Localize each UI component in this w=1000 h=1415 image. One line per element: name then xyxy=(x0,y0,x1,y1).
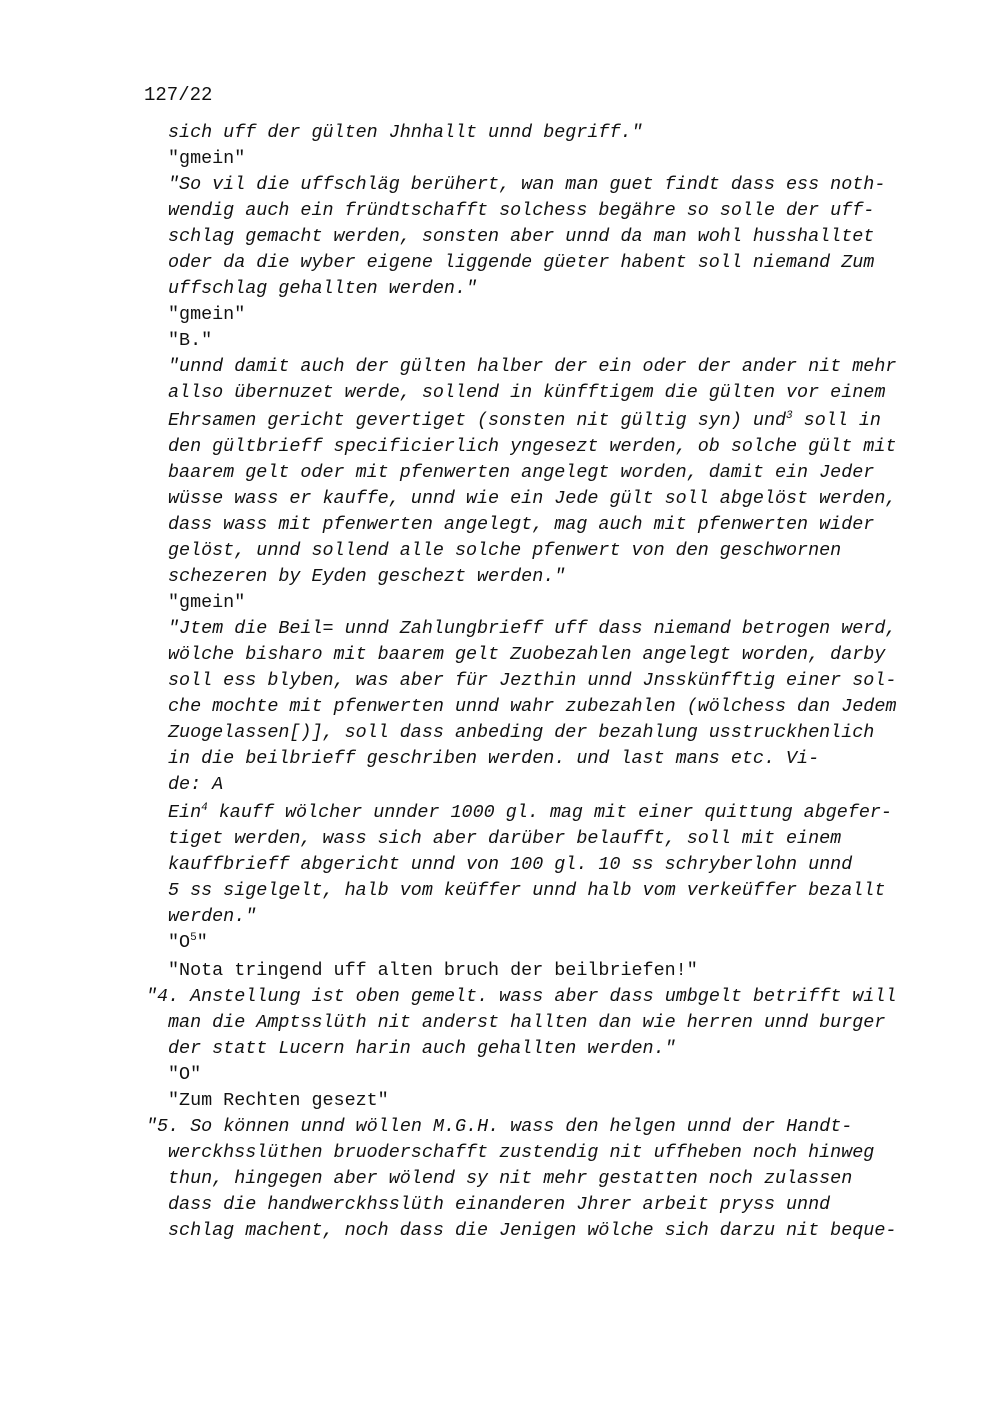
page-number: 127/22 xyxy=(144,84,213,106)
text-line: wendig auch ein fründtschafft solchess begähre so solle der uff- xyxy=(168,200,875,221)
text-line: tiget werden, wass sich aber darüber belaufft, soll mit einem xyxy=(168,828,842,849)
text-line: man die Amptsslüth nit anderst hallten dan wie herren unnd burger xyxy=(168,1012,886,1033)
text-line: werckhsslüthen bruoderschafft zustendig nit uffheben noch hinweg xyxy=(168,1142,875,1163)
text-line: dass wass mit pfenwerten angelegt, mag auch mit pfenwerten wider xyxy=(168,514,875,535)
text-segment: "O xyxy=(168,932,191,953)
text-line: de: A xyxy=(168,774,224,795)
text-line: 5 ss sigelgelt, halb vom keüffer unnd halb vom verkeüffer bezallt xyxy=(168,880,886,901)
text-line: schlag machent, noch dass die Jenigen wölche sich darzu nit beque- xyxy=(168,1220,897,1241)
text-line: werden." xyxy=(168,906,257,927)
text-line: "B." xyxy=(168,330,213,351)
text-line: "unnd damit auch der gülten halber der ein oder der ander nit mehr xyxy=(168,356,897,377)
text-line xyxy=(168,930,208,956)
footnote-marker: 3 xyxy=(786,410,793,422)
text-line: "gmein" xyxy=(168,148,246,169)
text-line: schlag gemacht werden, sonsten aber unnd da man wohl husshalltet xyxy=(168,226,875,247)
text-line: uffschlag gehallten werden." xyxy=(168,278,478,299)
text-line: che mochte mit pfenwerten unnd wahr zubezahlen (wölchess dan Jedem xyxy=(168,696,897,717)
text-line: sich uff der gülten Jhnhallt unnd begriff." xyxy=(168,122,643,143)
footnote-marker: 5 xyxy=(190,932,197,944)
text-line: der statt Lucern harin auch gehallten werden." xyxy=(168,1038,676,1059)
text-line: allso übernuzet werde, sollend in künfftigem die gülten vor einem xyxy=(168,382,886,403)
text-line: gelöst, unnd sollend alle solche pfenwert von den geschwornen xyxy=(168,540,842,561)
text-segment: soll in xyxy=(792,410,881,431)
text-segment: Ehrsamen gericht gevertiget (sonsten nit gültig syn) und xyxy=(168,410,787,431)
text-line: "4. Anstellung ist oben gemelt. wass aber dass umbgelt betrifft will xyxy=(146,986,897,1007)
text-line: wölche bisharo mit baarem gelt Zuobezahlen angelegt worden, darby xyxy=(168,644,886,665)
text-line: thun, hingegen aber wölend sy nit mehr gestatten noch zulassen xyxy=(168,1168,853,1189)
text-line: kauffbrieff abgericht unnd von 100 gl. 10 ss schryberlohn unnd xyxy=(168,854,853,875)
text-line: baarem gelt oder mit pfenwerten angelegt worden, damit ein Jeder xyxy=(168,462,875,483)
text-line: den gültbrieff specificierlich yngesezt werden, ob solche gült mit xyxy=(168,436,897,457)
text-line: "So vil die uffschläg berühert, wan man guet findt dass ess noth- xyxy=(168,174,886,195)
text-line xyxy=(168,800,892,826)
text-line: wüsse wass er kauffe, unnd wie ein Jede gült soll abgelöst werden, xyxy=(168,488,897,509)
text-line xyxy=(168,408,881,434)
text-segment: kauff wölcher unnder 1000 gl. mag mit einer quittung abgefer- xyxy=(207,802,892,823)
text-line: dass die handwerckhsslüth einanderen Jhrer arbeit pryss unnd xyxy=(168,1194,831,1215)
text-line: "gmein" xyxy=(168,304,246,325)
text-segment: " xyxy=(196,932,208,953)
footnote-marker: 4 xyxy=(201,802,208,814)
text-line: "Nota tringend uff alten bruch der beilbriefen!" xyxy=(168,960,698,981)
text-line: "Jtem die Beil= unnd Zahlungbrieff uff dass niemand betrogen werd, xyxy=(168,618,897,639)
text-line: "gmein" xyxy=(168,592,246,613)
text-segment: Ein xyxy=(168,802,202,823)
text-line: "O" xyxy=(168,1064,202,1085)
text-line: "5. So können unnd wöllen M.G.H. wass den helgen unnd der Handt- xyxy=(146,1116,853,1137)
text-line: oder da die wyber eigene liggende güeter habent soll niemand Zum xyxy=(168,252,875,273)
text-line: Zuogelassen[)], soll dass anbeding der bezahlung usstruckhenlich xyxy=(168,722,875,743)
text-line: schezeren by Eyden geschezt werden." xyxy=(168,566,566,587)
text-line: soll ess blyben, was aber für Jezthin unnd Jnsskünfftig einer sol- xyxy=(168,670,897,691)
text-line: "Zum Rechten gesezt" xyxy=(168,1090,389,1111)
text-line: in die beilbrieff geschriben werden. und last mans etc. Vi- xyxy=(168,748,820,769)
